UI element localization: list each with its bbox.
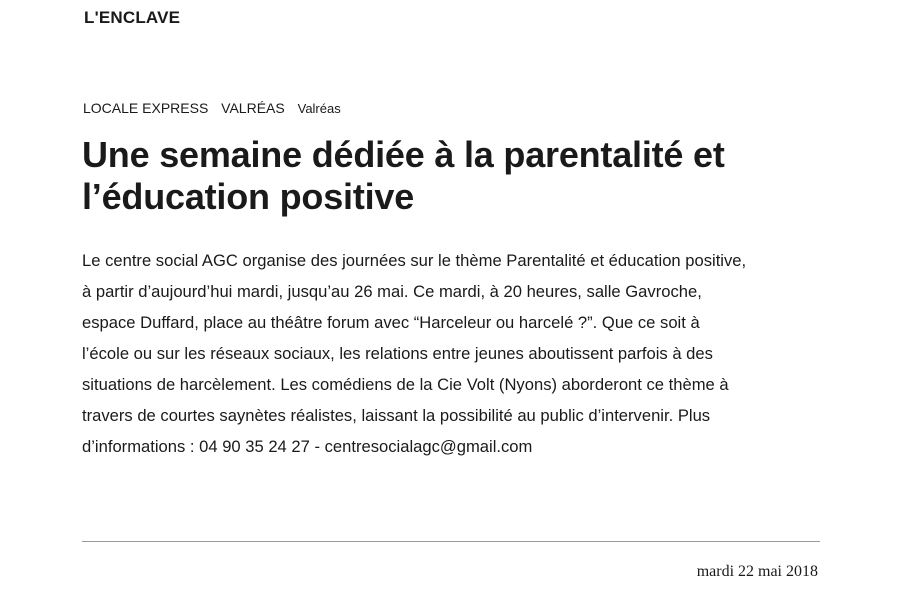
article-title-line-2: l’éducation positive [82, 176, 415, 217]
publication-name: L'ENCLAVE [84, 8, 181, 27]
article-body-line-2: à partir d’aujourd’hui mardi, jusqu’au 26 mai. Ce mardi, à 20 heures, salle Gavroche, [82, 282, 702, 301]
section-town: VALRÉAS [221, 100, 285, 116]
article-title-line-1: Une semaine dédiée à la parentalité et [82, 134, 725, 175]
section-label: LOCALE EXPRESS [83, 100, 209, 116]
article-body-line-4: l’école ou sur les réseaux sociaux, les relations entre jeunes aboutissent parfois à des [82, 344, 713, 363]
footer-divider [82, 541, 820, 542]
section-kicker [83, 100, 341, 116]
publication-date: mardi 22 mai 2018 [696, 563, 818, 580]
article-body-line-1: Le centre social AGC organise des journées sur le thème Parentalité et éducation positive, [82, 251, 747, 270]
section-town-sub: Valréas [297, 101, 341, 116]
article-body-line-5: situations de harcèlement. Les comédiens de la Cie Volt (Nyons) aborderont ce thème à [82, 375, 729, 394]
article-body [82, 245, 842, 462]
article-title [82, 134, 852, 218]
article-body-line-7: d’informations : 04 90 35 24 27 - centresocialagc@gmail.com [82, 437, 533, 456]
article-body-line-3: espace Duffard, place au théâtre forum avec “Harceleur ou harcelé ?”. Que ce soit à [82, 313, 700, 332]
article-body-line-6: travers de courtes saynètes réalistes, laissant la possibilité au public d’intervenir. Plus [82, 406, 711, 425]
